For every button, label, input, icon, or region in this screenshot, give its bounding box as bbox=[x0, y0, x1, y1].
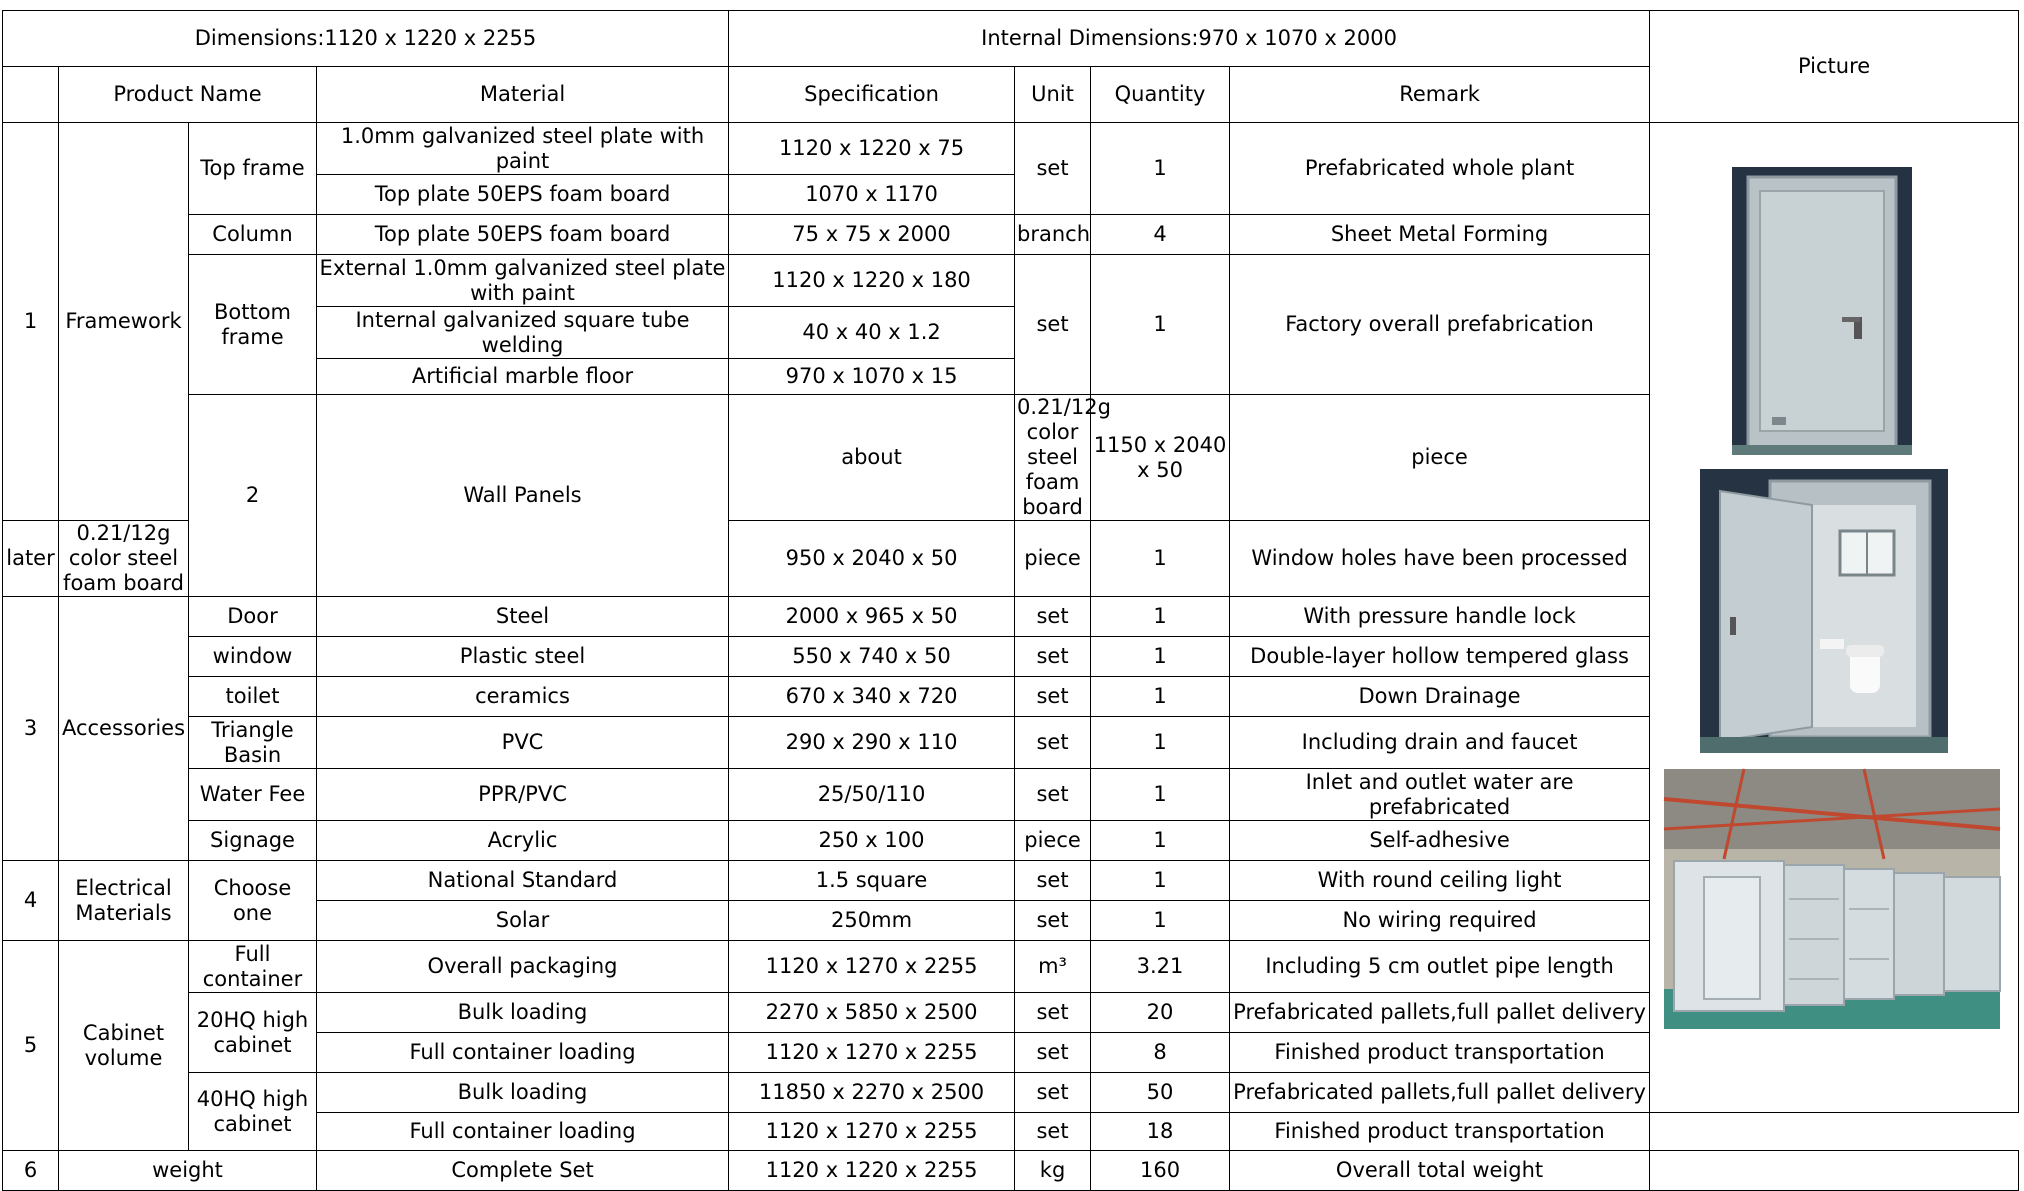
closed-cabin-photo bbox=[1732, 167, 1912, 455]
unit-cell: set bbox=[1015, 993, 1091, 1033]
dimensions-header: Dimensions:1120 x 1220 x 2255 bbox=[3, 11, 729, 67]
quantity-cell: 1 bbox=[1091, 769, 1230, 821]
spec-cell: 2270 x 5850 x 2500 bbox=[729, 993, 1015, 1033]
remark-cell: Prefabricated pallets,full pallet delivery bbox=[1230, 1073, 1650, 1113]
unit-cell: set bbox=[1015, 769, 1091, 821]
spec-table bbox=[2, 10, 2019, 1191]
group-no: 5 bbox=[3, 941, 59, 1151]
remark-cell: Factory overall prefabrication bbox=[1230, 255, 1650, 395]
quantity-cell: 1 bbox=[1091, 901, 1230, 941]
unit-cell: set bbox=[1015, 677, 1091, 717]
remark-cell: Overall total weight bbox=[1230, 1151, 1650, 1191]
unit-cell: set bbox=[1015, 1073, 1091, 1113]
spec-cell: 250 x 100 bbox=[729, 821, 1015, 861]
material-cell: Plastic steel bbox=[317, 637, 729, 677]
remark-cell: No wiring required bbox=[1230, 901, 1650, 941]
remark-cell: Prefabricated whole plant bbox=[1230, 123, 1650, 215]
picture-cell bbox=[1650, 123, 2019, 1113]
material-cell: Top plate 50EPS foam board bbox=[317, 175, 729, 215]
remark-cell: Inlet and outlet water are prefabricated bbox=[1230, 769, 1650, 821]
material-cell: PPR/PVC bbox=[317, 769, 729, 821]
material-cell: Acrylic bbox=[317, 821, 729, 861]
spec-cell: 25/50/110 bbox=[729, 769, 1015, 821]
unit-cell: set bbox=[1015, 1033, 1091, 1073]
spec-cell: 970 x 1070 x 15 bbox=[729, 359, 1015, 395]
unit-cell: set bbox=[1015, 901, 1091, 941]
part-name: Door bbox=[189, 597, 317, 637]
spec-cell: 1150 x 2040 x 50 bbox=[1091, 395, 1230, 521]
spec-cell: 670 x 340 x 720 bbox=[729, 677, 1015, 717]
part-name: Water Fee bbox=[189, 769, 317, 821]
material-cell: Complete Set bbox=[317, 1151, 729, 1191]
material-cell: ceramics bbox=[317, 677, 729, 717]
part-name: Choose one bbox=[189, 861, 317, 941]
open-cabin-photo bbox=[1700, 469, 1948, 753]
material-cell: Bulk loading bbox=[317, 1073, 729, 1113]
unit-cell: kg bbox=[1015, 1151, 1091, 1191]
spec-cell: 1120 x 1270 x 2255 bbox=[729, 1033, 1015, 1073]
quantity-cell: 18 bbox=[1091, 1113, 1230, 1151]
group-name: Framework bbox=[59, 123, 189, 521]
product-name-header: Product Name bbox=[59, 67, 317, 123]
material-cell: National Standard bbox=[317, 861, 729, 901]
group-no: 1 bbox=[3, 123, 59, 521]
spec-cell: 550 x 740 x 50 bbox=[729, 637, 1015, 677]
material-cell: Overall packaging bbox=[317, 941, 729, 993]
unit-cell: piece bbox=[1015, 821, 1091, 861]
remark-cell: Self-adhesive bbox=[1230, 821, 1650, 861]
spec-cell: 40 x 40 x 1.2 bbox=[729, 307, 1015, 359]
quantity-cell: 3.21 bbox=[1091, 941, 1230, 993]
material-cell: Steel bbox=[317, 597, 729, 637]
part-name: Full container bbox=[189, 941, 317, 993]
quantity-cell: 1 bbox=[1091, 255, 1230, 395]
unit-cell: set bbox=[1015, 717, 1091, 769]
part-name: Signage bbox=[189, 821, 317, 861]
material-cell: 0.21/12g color steel foam board bbox=[59, 521, 189, 597]
factory-photo bbox=[1664, 769, 2000, 1029]
group-no: 2 bbox=[189, 395, 317, 597]
group-no: 6 bbox=[3, 1151, 59, 1191]
material-cell: Solar bbox=[317, 901, 729, 941]
material-header: Material bbox=[317, 67, 729, 123]
unit-cell: piece bbox=[1015, 521, 1091, 597]
part-name: about bbox=[729, 395, 1015, 521]
material-cell: Bulk loading bbox=[317, 993, 729, 1033]
part-name: 20HQ high cabinet bbox=[189, 993, 317, 1073]
quantity-cell: 1 bbox=[1091, 677, 1230, 717]
quantity-cell: 1 bbox=[1091, 521, 1230, 597]
quantity-cell: 1 bbox=[1091, 821, 1230, 861]
material-cell: Artificial marble floor bbox=[317, 359, 729, 395]
quantity-cell: 160 bbox=[1091, 1151, 1230, 1191]
part-name: Bottom frame bbox=[189, 255, 317, 395]
group-name: Accessories bbox=[59, 597, 189, 861]
spec-cell: 1120 x 1270 x 2255 bbox=[729, 941, 1015, 993]
spec-cell: 1120 x 1220 x 75 bbox=[729, 123, 1015, 175]
remark-cell: Finished product transportation bbox=[1230, 1113, 1650, 1151]
unit-cell: set bbox=[1015, 597, 1091, 637]
remark-header: Remark bbox=[1230, 67, 1650, 123]
unit-cell: set bbox=[1015, 1113, 1091, 1151]
group-no: 3 bbox=[3, 597, 59, 861]
quantity-cell: 1 bbox=[1091, 597, 1230, 637]
unit-cell: set bbox=[1015, 861, 1091, 901]
spec-cell: 1120 x 1270 x 2255 bbox=[729, 1113, 1015, 1151]
quantity-cell: 8 bbox=[1091, 1033, 1230, 1073]
material-cell: Full container loading bbox=[317, 1033, 729, 1073]
spec-cell: 11850 x 2270 x 2500 bbox=[729, 1073, 1015, 1113]
quantity-cell: 4 bbox=[1091, 215, 1230, 255]
group-name: weight bbox=[59, 1151, 317, 1191]
spec-cell: 1.5 square bbox=[729, 861, 1015, 901]
part-name: Column bbox=[189, 215, 317, 255]
spec-cell: 250mm bbox=[729, 901, 1015, 941]
part-name: Top frame bbox=[189, 123, 317, 215]
quantity-cell: 1 bbox=[1091, 861, 1230, 901]
material-cell: External 1.0mm galvanized steel plate with paint bbox=[317, 255, 729, 307]
material-cell: Internal galvanized square tube welding bbox=[317, 307, 729, 359]
material-cell: PVC bbox=[317, 717, 729, 769]
unit-cell: set bbox=[1015, 123, 1091, 215]
group-name: Cabinet volume bbox=[59, 941, 189, 1151]
no-header bbox=[3, 67, 59, 123]
remark-cell: Finished product transportation bbox=[1230, 1033, 1650, 1073]
remark-cell: Including drain and faucet bbox=[1230, 717, 1650, 769]
part-name: window bbox=[189, 637, 317, 677]
unit-cell: piece bbox=[1230, 395, 1650, 521]
remark-cell: Prefabricated pallets,full pallet delivery bbox=[1230, 993, 1650, 1033]
picture-header: Picture bbox=[1650, 11, 2019, 123]
unit-cell: set bbox=[1015, 637, 1091, 677]
quantity-cell: 50 bbox=[1091, 1073, 1230, 1113]
specification-header: Specification bbox=[729, 67, 1015, 123]
unit-cell: set bbox=[1015, 255, 1091, 395]
part-name: 40HQ high cabinet bbox=[189, 1073, 317, 1151]
material-cell: 0.21/12g color steel foam board bbox=[1015, 395, 1091, 521]
spec-cell: 2000 x 965 x 50 bbox=[729, 597, 1015, 637]
quantity-cell: 20 bbox=[1091, 993, 1230, 1033]
group-name: Wall Panels bbox=[317, 395, 729, 597]
remark-cell: Including 5 cm outlet pipe length bbox=[1230, 941, 1650, 993]
remark-cell: Double-layer hollow tempered glass bbox=[1230, 637, 1650, 677]
remark-cell: Down Drainage bbox=[1230, 677, 1650, 717]
group-no: 4 bbox=[3, 861, 59, 941]
spec-cell: 950 x 2040 x 50 bbox=[729, 521, 1015, 597]
material-cell: 1.0mm galvanized steel plate with paint bbox=[317, 123, 729, 175]
material-cell: Top plate 50EPS foam board bbox=[317, 215, 729, 255]
spec-cell: 1120 x 1220 x 180 bbox=[729, 255, 1015, 307]
unit-cell: branch bbox=[1015, 215, 1091, 255]
quantity-header: Quantity bbox=[1091, 67, 1230, 123]
part-name: toilet bbox=[189, 677, 317, 717]
part-name: Triangle Basin bbox=[189, 717, 317, 769]
quantity-cell: 1 bbox=[1091, 717, 1230, 769]
quantity-cell: 1 bbox=[1091, 123, 1230, 215]
remark-cell: Window holes have been processed bbox=[1230, 521, 1650, 597]
picture-footer-cell bbox=[1650, 1151, 2019, 1191]
spec-cell: 75 x 75 x 2000 bbox=[729, 215, 1015, 255]
unit-header: Unit bbox=[1015, 67, 1091, 123]
remark-cell: Sheet Metal Forming bbox=[1230, 215, 1650, 255]
group-name: Electrical Materials bbox=[59, 861, 189, 941]
material-cell: Full container loading bbox=[317, 1113, 729, 1151]
internal-dimensions-header: Internal Dimensions:970 x 1070 x 2000 bbox=[729, 11, 1650, 67]
spec-cell: 290 x 290 x 110 bbox=[729, 717, 1015, 769]
spec-cell: 1120 x 1220 x 2255 bbox=[729, 1151, 1015, 1191]
remark-cell: With pressure handle lock bbox=[1230, 597, 1650, 637]
remark-cell: With round ceiling light bbox=[1230, 861, 1650, 901]
unit-cell: m³ bbox=[1015, 941, 1091, 993]
spec-cell: 1070 x 1170 bbox=[729, 175, 1015, 215]
quantity-cell: 1 bbox=[1091, 637, 1230, 677]
part-name: later bbox=[3, 521, 59, 597]
